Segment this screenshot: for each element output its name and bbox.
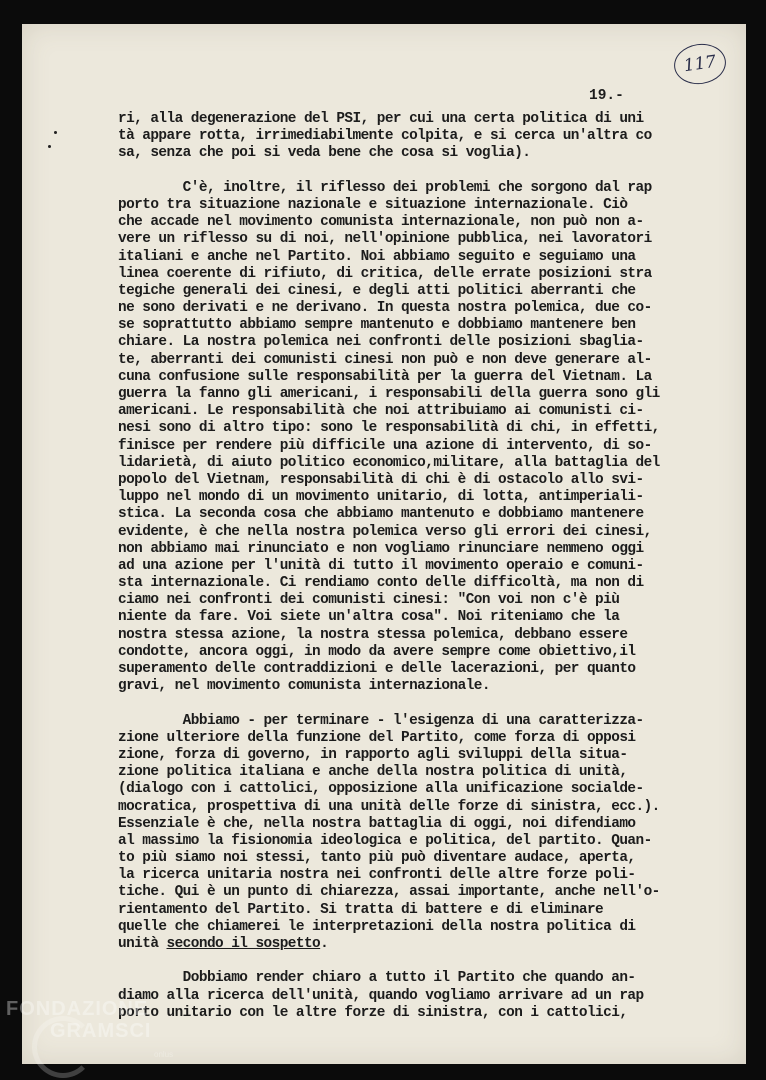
text-line: luppo nel mondo di un movimento unitario, di lotta, antimperiali- <box>118 489 644 506</box>
text-line: niente da fare. Voi siete un'altra cosa". Noi riteniamo che la <box>118 609 620 626</box>
watermark-logo <box>6 998 174 1059</box>
text-line: americani. Le responsabilità che noi attribuiamo ai comunisti ci- <box>118 403 644 420</box>
document-page <box>22 24 746 1064</box>
text-line: mocratica, prospettiva di una unità delle forze di sinistra, ecc.). <box>118 798 660 815</box>
paragraph-gap <box>118 953 726 970</box>
text-line: la ricerca unitaria nostra nei confronti delle altre forze poli- <box>118 867 636 884</box>
text-line: (dialogo con i cattolici, opposizione alla unificazione socialde- <box>118 781 644 798</box>
text-line: vere un riflesso su di noi, nell'opinione pubblica, nei lavoratori <box>118 231 652 248</box>
text-line: porto unitario con le altre forze di sinistra, con i cattolici, <box>118 1004 628 1021</box>
text-line: porto tra situazione nazionale e situazione internazionale. Ciò <box>118 196 628 213</box>
text-line: finisce per rendere più difficile una azione di intervento, di so- <box>118 437 652 454</box>
paragraph-gap <box>118 695 726 712</box>
text-line: ciamo nei confronti dei comunisti cinesi: "Con voi non c'è più <box>118 592 620 609</box>
margin-mark <box>54 131 57 134</box>
text-line: che accade nel movimento comunista internazionale, non può non a- <box>118 214 644 231</box>
text-line: se soprattutto abbiamo sempre mantenuto e dobbiamo mantenere ben <box>118 317 636 334</box>
text-line: tiche. Qui è un punto di chiarezza, assai importante, anche nell'o- <box>118 884 660 901</box>
paragraph <box>118 180 726 696</box>
text-line: zione politica italiana e anche della nostra politica di unità, <box>118 764 628 781</box>
text-line: zione ulteriore della funzione del Partito, come forza di opposi <box>118 729 636 746</box>
text-line: unità secondo il sospetto. <box>118 936 329 952</box>
watermark-g-icon <box>32 1016 94 1078</box>
text-line: Dobbiamo render chiaro a tutto il Partito che quando an- <box>118 970 636 987</box>
text-line: al massimo la fisionomia ideologica e politica, del partito. Quan- <box>118 832 652 849</box>
text-line: chiare. La nostra polemica nei confronti delle posizioni sbaglia- <box>118 334 644 351</box>
text-line: italiani e anche nel Partito. Noi abbiamo seguito e seguiamo una <box>118 248 636 265</box>
document-body <box>118 111 726 1022</box>
text-line: condotte, ancora oggi, in modo da avere sempre come obiettivo,il <box>118 643 636 660</box>
paragraph <box>118 713 726 954</box>
paragraph-gap <box>118 163 726 180</box>
text-line: evidente, è che nella nostra polemica verso gli errori dei cinesi, <box>118 523 652 540</box>
text-line: C'è, inoltre, il riflesso dei problemi che sorgono dal rap <box>118 179 652 196</box>
text-line: diamo alla ricerca dell'unità, quando vogliamo arrivare ad un rap <box>118 987 644 1004</box>
text-line: gravi, nel movimento comunista internazionale. <box>118 678 490 695</box>
text-line: stica. La seconda cosa che abbiamo mantenuto e dobbiamo mantenere <box>118 506 644 523</box>
text-line: rientamento del Partito. Si tratta di battere e di eliminare <box>118 901 604 918</box>
text-line: superamento delle contraddizioni e delle lacerazioni, per quanto <box>118 661 636 677</box>
text-line: sa, senza che poi si veda bene che cosa si voglia). <box>118 145 531 162</box>
text-line: quelle che chiamerei le interpretazioni della nostra politica di <box>118 918 636 935</box>
text-line: popolo del Vietnam, responsabilità di chi è di ostacolo allo svi- <box>118 471 644 488</box>
text-line: Essenziale è che, nella nostra battaglia di oggi, noi difendiamo <box>118 815 636 832</box>
archive-number-stamp: 117 <box>671 41 728 88</box>
watermark-line2: GRAMSCI <box>50 1020 152 1042</box>
text-line: nostra stessa azione, la nostra stessa polemica, debbano essere <box>118 626 628 643</box>
text-line: sta internazionale. Ci rendiamo conto delle difficoltà, ma non di <box>118 575 644 592</box>
text-line: te, aberranti dei comunisti cinesi non può e non deve generare al- <box>118 351 652 368</box>
text-line: tegiche generali dei cinesi, e degli atti politici aberranti che <box>118 282 636 299</box>
text-line: ri, alla degenerazione del PSI, per cui una certa politica di uni <box>118 111 644 127</box>
underlined-phrase: secondo il sospetto <box>166 936 321 952</box>
watermark-sub: onlus <box>154 1050 174 1059</box>
text-line: nesi sono di altro tipo: sono le responsabilità di chi, in effetti, <box>118 420 660 437</box>
text-line: linea coerente di rifiuto, di critica, delle errate posizioni stra <box>118 265 652 282</box>
text-line: tà appare rotta, irrimediabilmente colpita, e si cerca un'altra co <box>118 128 652 145</box>
text-line: cuna confusione sulle responsabilità per la guerra del Vietnam. La <box>118 368 652 385</box>
text-line: non abbiamo mai rinunciato e non vogliamo rinunciare nemmeno oggi <box>118 540 644 557</box>
watermark-line1: FONDAZIONE <box>6 998 149 1020</box>
page-number: 19.- <box>589 88 624 104</box>
text-line: ad una azione per l'unità di tutto il movimento operaio e comuni- <box>118 557 644 574</box>
paragraph <box>118 111 726 163</box>
text-line: Abbiamo - per terminare - l'esigenza di una caratterizza- <box>118 712 644 729</box>
margin-mark <box>48 145 51 148</box>
text-line: to più siamo noi stessi, tanto più può diventare audace, aperta, <box>118 850 636 867</box>
paragraph <box>118 970 726 1022</box>
text-line: lidarietà, di aiuto politico economico,militare, alla battaglia del <box>118 454 660 471</box>
text-line: zione, forza di governo, in rapporto agli sviluppi della situa- <box>118 746 628 763</box>
text-line: guerra la fanno gli americani, i responsabili della guerra sono gli <box>118 386 660 402</box>
text-line: ne sono derivati e ne derivano. In questa nostra polemica, due co- <box>118 300 652 317</box>
